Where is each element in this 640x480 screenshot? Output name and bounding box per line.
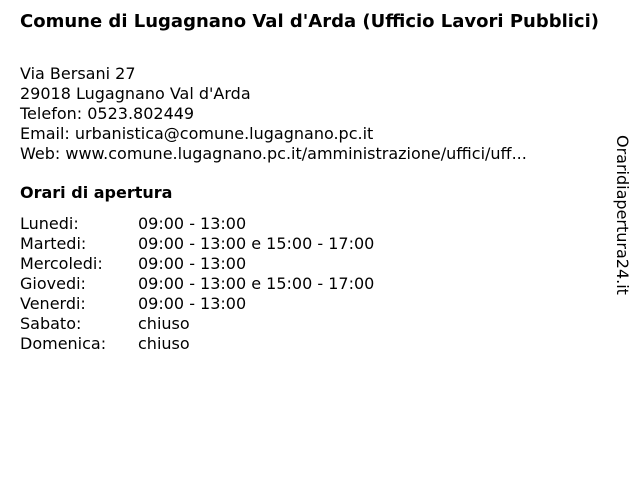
- time-value: chiuso: [138, 334, 190, 353]
- day-label: Martedi:: [20, 234, 87, 253]
- day-label: Sabato:: [20, 314, 82, 333]
- day-label: Mercoledi:: [20, 254, 103, 273]
- time-value: 09:00 - 13:00: [138, 214, 247, 233]
- opening-hours-heading: Orari di apertura: [20, 183, 173, 202]
- street-address: Via Bersani 27: [20, 64, 136, 83]
- address-block: [20, 64, 527, 164]
- phone-number: Telefon: 0523.802449: [20, 104, 195, 123]
- watermark-text: Oraridiapertura24.it: [613, 135, 632, 295]
- email-address: Email: urbanistica@comune.lugagnano.pc.it: [20, 124, 374, 143]
- time-value: chiuso: [138, 314, 190, 333]
- page-title: Comune di Lugagnano Val d'Arda (Ufficio Lavori Pubblici): [20, 11, 599, 32]
- day-label: Domenica:: [20, 334, 107, 353]
- day-label: Venerdi:: [20, 294, 86, 313]
- time-value: 09:00 - 13:00: [138, 294, 247, 313]
- watermark: [604, 135, 640, 310]
- time-value: 09:00 - 13:00: [138, 254, 247, 273]
- time-value: 09:00 - 13:00 e 15:00 - 17:00: [138, 234, 375, 253]
- website-link[interactable]: Web: www.comune.lugagnano.pc.it/amministrazione/uffici/uff...: [20, 144, 527, 163]
- day-label: Lunedi:: [20, 214, 79, 233]
- city-postal-code: 29018 Lugagnano Val d'Arda: [20, 84, 251, 103]
- day-label: Giovedi:: [20, 274, 86, 293]
- time-value: 09:00 - 13:00 e 15:00 - 17:00: [138, 274, 375, 293]
